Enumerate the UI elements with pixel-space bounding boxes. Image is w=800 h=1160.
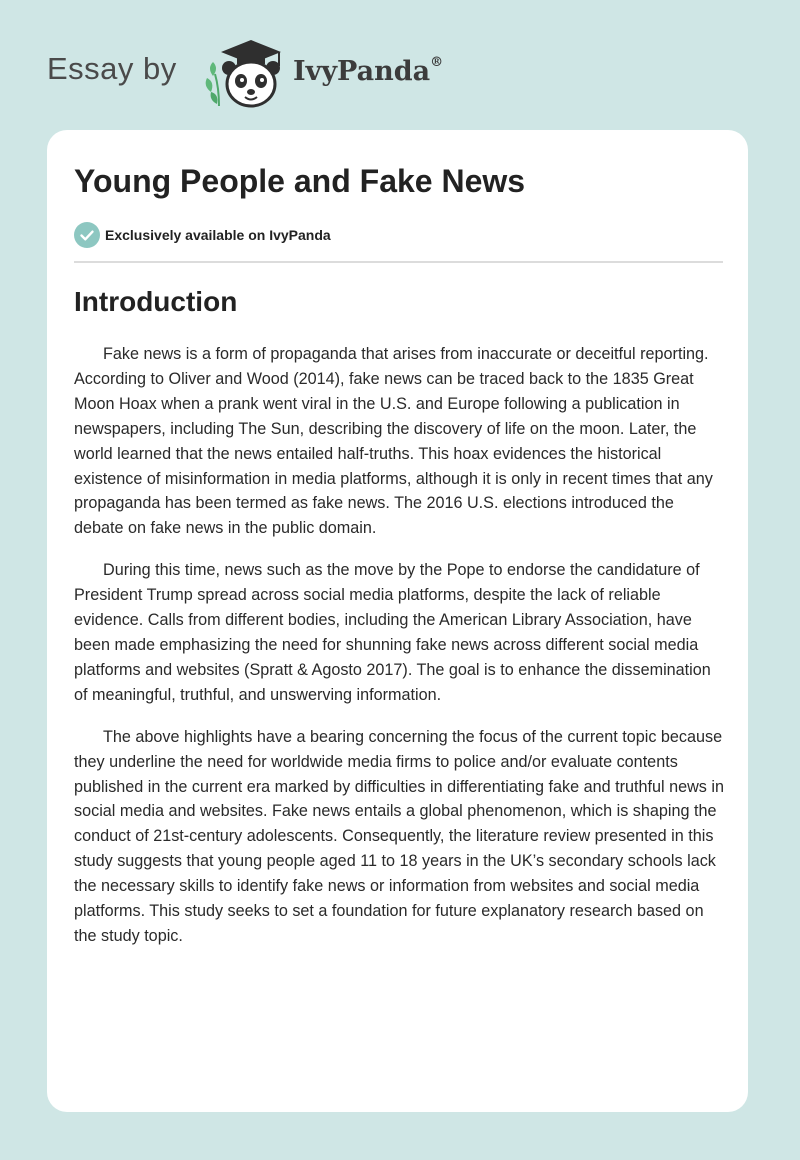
ivypanda-logo-icon[interactable] [203, 34, 291, 114]
brand-name[interactable] [293, 56, 443, 87]
registered-mark: ® [430, 55, 444, 70]
essay-by-label: Essay by [47, 51, 177, 86]
title-divider [74, 261, 723, 263]
exclusive-badge [74, 222, 331, 248]
paragraph: The above highlights have a bearing concerning the focus of the current topic because they underline the need for worldwide media firms to police and/or evaluate contents published in the current era marked by difficulties in differentiating fake and truthful news in social media and websites. Fake news entails a global phenomenon, which is shaping the conduct of 21st-century adolescents. Consequently, the literature review presented in this study suggests that young people aged 11 to 18 years in the UK’s secondary schools lack the necessary skills to identify fake news or information from websites and social media platforms. This study seeks to set a foundation for future explanatory research based on the study topic. [74, 727, 724, 945]
site-header [47, 34, 547, 114]
check-circle-icon [74, 222, 100, 248]
page-title: Young People and Fake News [74, 163, 526, 199]
paragraph: During this time, news such as the move by the Pope to endorse the candidature of President Trump spread across social media platforms, despite the lack of reliable evidence. Calls from different bodies, including the American Library Association, have been made emphasizing the need for shunning fake news across different social media platforms and websites (Spratt & Agosto 2017). The goal is to enhance the dissemination of meaningful, truthful, and unswerving information. [74, 561, 711, 704]
exclusive-badge-label: Exclusively available on IvyPanda [105, 227, 331, 243]
paragraph: Fake news is a form of propaganda that arises from inaccurate or deceitful reporting. According to Oliver and Wood (2014), fake news can be traced back to the 1835 Great Moon Hoax when a prank went viral in the U.S. and Europe following a publication in newspapers, including The Sun, describing the discovery of life on the moon. Later, the world learned that the news entailed half-truths. This hoax evidences the historical existence of misinformation in media platforms, although it is only in recent times that any propaganda has been termed as fake news. The 2016 U.S. elections introduced the debate on fake news in the public domain. [74, 345, 713, 538]
brand-name-text: IvyPanda [293, 56, 431, 87]
article-body [74, 342, 726, 966]
essay-card [47, 130, 748, 1112]
section-heading-introduction: Introduction [74, 286, 238, 317]
